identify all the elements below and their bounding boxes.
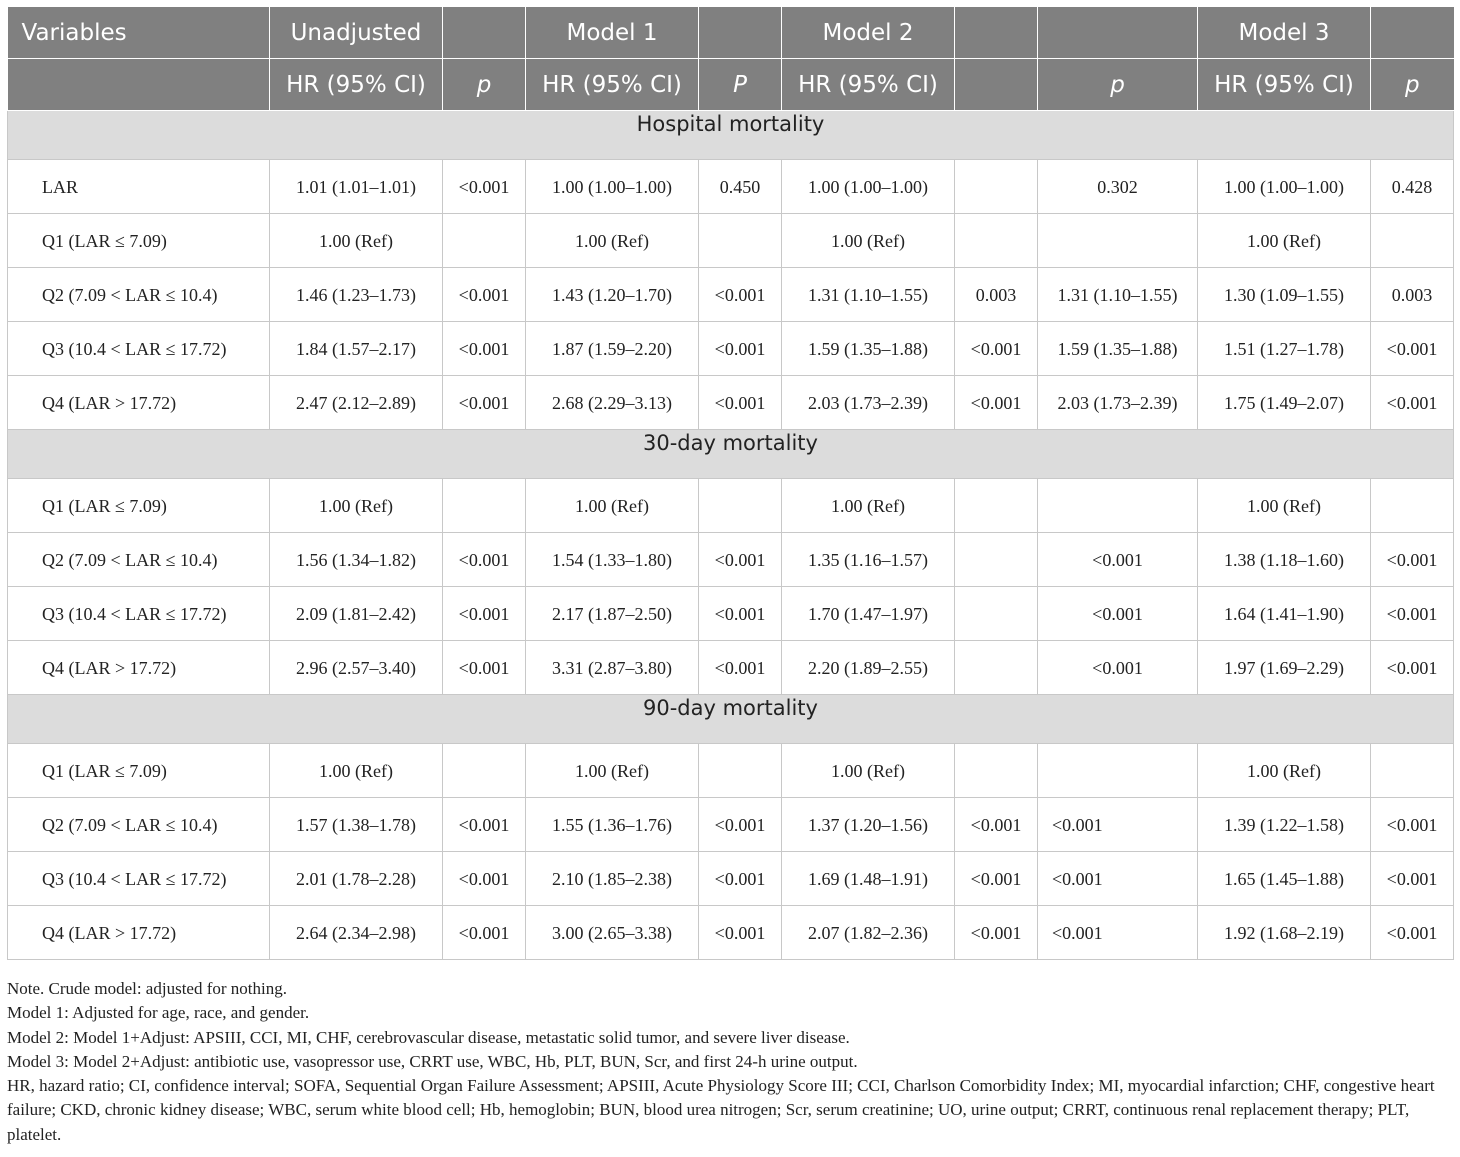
value-cell: 1.70 (1.47–1.97) — [782, 587, 955, 641]
header-cell: Variables — [8, 7, 270, 59]
value-cell: 1.35 (1.16–1.57) — [782, 533, 955, 587]
table-body — [8, 111, 1454, 960]
value-cell: <0.001 — [443, 268, 526, 322]
note-line: Model 1: Adjusted for age, race, and gender. — [7, 1003, 310, 1023]
note-line: Model 2: Model 1+Adjust: APSIII, CCI, MI, CHF, cerebrovascular disease, metastatic solid tumor, and severe liver disease. — [7, 1027, 850, 1047]
value-cell — [1371, 214, 1454, 268]
variable-cell: Q3 (10.4 < LAR ≤ 17.72) — [8, 587, 270, 641]
value-cell: 0.428 — [1371, 160, 1454, 214]
value-cell: 1.01 (1.01–1.01) — [270, 160, 443, 214]
value-cell: 1.00 (Ref) — [782, 479, 955, 533]
value-cell: <0.001 — [1038, 533, 1198, 587]
variable-cell: Q1 (LAR ≤ 7.09) — [8, 744, 270, 798]
value-cell: <0.001 — [955, 376, 1038, 430]
value-cell: <0.001 — [443, 906, 526, 960]
value-cell: 2.47 (2.12–2.89) — [270, 376, 443, 430]
value-cell: 2.20 (1.89–2.55) — [782, 641, 955, 695]
header-cell — [955, 59, 1038, 111]
value-cell — [699, 479, 782, 533]
value-cell: 1.00 (1.00–1.00) — [526, 160, 699, 214]
value-cell: 1.51 (1.27–1.78) — [1198, 322, 1371, 376]
value-cell: 1.55 (1.36–1.76) — [526, 798, 699, 852]
value-cell: <0.001 — [1371, 798, 1454, 852]
value-cell: <0.001 — [443, 533, 526, 587]
header-cell: p — [443, 59, 526, 111]
value-cell: 1.56 (1.34–1.82) — [270, 533, 443, 587]
table-row — [8, 906, 1454, 960]
value-cell — [955, 641, 1038, 695]
value-cell: <0.001 — [443, 322, 526, 376]
note-line: Note. Crude model: adjusted for nothing. — [7, 979, 287, 998]
value-cell: 2.10 (1.85–2.38) — [526, 852, 699, 906]
header-cell: P — [699, 59, 782, 111]
value-cell — [443, 479, 526, 533]
header-cell: Model 2 — [782, 7, 955, 59]
table-row — [8, 268, 1454, 322]
value-cell — [699, 214, 782, 268]
header-cell — [8, 59, 270, 111]
value-cell: 2.17 (1.87–2.50) — [526, 587, 699, 641]
section-title: 30-day mortality — [8, 430, 1454, 479]
header-cell: HR (95% CI) — [1198, 59, 1371, 111]
header-cell: HR (95% CI) — [782, 59, 955, 111]
value-cell: 1.00 (1.00–1.00) — [1198, 160, 1371, 214]
value-cell: 0.003 — [955, 268, 1038, 322]
value-cell: <0.001 — [443, 376, 526, 430]
value-cell — [1371, 744, 1454, 798]
value-cell: 1.46 (1.23–1.73) — [270, 268, 443, 322]
value-cell: 1.00 (Ref) — [1198, 479, 1371, 533]
value-cell: <0.001 — [955, 852, 1038, 906]
value-cell: <0.001 — [955, 798, 1038, 852]
value-cell: 1.59 (1.35–1.88) — [1038, 322, 1198, 376]
variable-cell: Q3 (10.4 < LAR ≤ 17.72) — [8, 852, 270, 906]
header-cell: HR (95% CI) — [270, 59, 443, 111]
header-cell — [955, 7, 1038, 59]
value-cell: 1.38 (1.18–1.60) — [1198, 533, 1371, 587]
value-cell: 1.37 (1.20–1.56) — [782, 798, 955, 852]
value-cell: 1.00 (Ref) — [270, 214, 443, 268]
value-cell — [955, 533, 1038, 587]
table-row — [8, 160, 1454, 214]
table-row — [8, 798, 1454, 852]
value-cell: 0.302 — [1038, 160, 1198, 214]
variable-cell: Q4 (LAR > 17.72) — [8, 906, 270, 960]
value-cell: 1.39 (1.22–1.58) — [1198, 798, 1371, 852]
value-cell: 3.31 (2.87–3.80) — [526, 641, 699, 695]
header-row-2 — [8, 59, 1454, 111]
value-cell — [1371, 479, 1454, 533]
table-row — [8, 533, 1454, 587]
value-cell — [955, 160, 1038, 214]
value-cell: 1.00 (1.00–1.00) — [782, 160, 955, 214]
value-cell: <0.001 — [1371, 376, 1454, 430]
value-cell: 2.07 (1.82–2.36) — [782, 906, 955, 960]
variable-cell: Q4 (LAR > 17.72) — [8, 376, 270, 430]
value-cell: <0.001 — [699, 322, 782, 376]
value-cell: 1.64 (1.41–1.90) — [1198, 587, 1371, 641]
value-cell: <0.001 — [1038, 798, 1198, 852]
value-cell: <0.001 — [1038, 587, 1198, 641]
value-cell: 2.03 (1.73–2.39) — [782, 376, 955, 430]
section-header-row — [8, 430, 1454, 479]
value-cell: 1.57 (1.38–1.78) — [270, 798, 443, 852]
variable-cell: Q4 (LAR > 17.72) — [8, 641, 270, 695]
value-cell: <0.001 — [699, 587, 782, 641]
value-cell: 2.64 (2.34–2.98) — [270, 906, 443, 960]
table-row — [8, 852, 1454, 906]
value-cell — [955, 479, 1038, 533]
variable-cell: Q1 (LAR ≤ 7.09) — [8, 214, 270, 268]
value-cell: 1.84 (1.57–2.17) — [270, 322, 443, 376]
table-row — [8, 641, 1454, 695]
value-cell: 1.00 (Ref) — [526, 744, 699, 798]
value-cell: <0.001 — [443, 587, 526, 641]
header-cell: Unadjusted — [270, 7, 443, 59]
value-cell: <0.001 — [699, 798, 782, 852]
header-cell: HR (95% CI) — [526, 59, 699, 111]
value-cell: 1.31 (1.10–1.55) — [1038, 268, 1198, 322]
value-cell: <0.001 — [443, 798, 526, 852]
value-cell: <0.001 — [1371, 852, 1454, 906]
value-cell: 1.59 (1.35–1.88) — [782, 322, 955, 376]
value-cell: 1.00 (Ref) — [270, 479, 443, 533]
value-cell — [955, 587, 1038, 641]
value-cell — [1038, 744, 1198, 798]
value-cell: <0.001 — [1371, 906, 1454, 960]
value-cell: 1.87 (1.59–2.20) — [526, 322, 699, 376]
note-line: HR, hazard ratio; CI, confidence interval; SOFA, Sequential Organ Failure Assessment; APSIII, Acute Physiology Score III; CCI, Charlson Comorbidity Index; MI, myocardial infarction; CHF, congestive heart failure; CKD, chronic kidney disease; WBC, serum white blood cell; Hb, hemoglobin; BUN, blood urea nitrogen; Scr, serum creatinine; UO, urine output; CRRT, continuous renal replacement therapy; PLT, platelet. — [7, 1076, 1435, 1144]
section-header-row — [8, 111, 1454, 160]
value-cell — [1038, 479, 1198, 533]
value-cell: 1.31 (1.10–1.55) — [782, 268, 955, 322]
value-cell: <0.001 — [699, 533, 782, 587]
value-cell: 1.75 (1.49–2.07) — [1198, 376, 1371, 430]
value-cell: 2.01 (1.78–2.28) — [270, 852, 443, 906]
table-row — [8, 376, 1454, 430]
value-cell: 2.68 (2.29–3.13) — [526, 376, 699, 430]
value-cell — [443, 214, 526, 268]
value-cell: 1.00 (Ref) — [526, 214, 699, 268]
variable-cell: Q3 (10.4 < LAR ≤ 17.72) — [8, 322, 270, 376]
value-cell — [443, 744, 526, 798]
value-cell: <0.001 — [1038, 641, 1198, 695]
value-cell: 1.00 (Ref) — [782, 744, 955, 798]
section-title: Hospital mortality — [8, 111, 1454, 160]
value-cell — [955, 214, 1038, 268]
header-cell — [443, 7, 526, 59]
value-cell: 1.00 (Ref) — [1198, 744, 1371, 798]
value-cell: 1.00 (Ref) — [526, 479, 699, 533]
value-cell: 1.30 (1.09–1.55) — [1198, 268, 1371, 322]
value-cell — [955, 744, 1038, 798]
header-cell — [1038, 7, 1198, 59]
value-cell: 0.003 — [1371, 268, 1454, 322]
table-row — [8, 587, 1454, 641]
value-cell: <0.001 — [1371, 322, 1454, 376]
value-cell: <0.001 — [1038, 906, 1198, 960]
value-cell: <0.001 — [955, 906, 1038, 960]
table-row — [8, 744, 1454, 798]
value-cell: <0.001 — [443, 852, 526, 906]
header-cell: Model 1 — [526, 7, 699, 59]
value-cell: 1.43 (1.20–1.70) — [526, 268, 699, 322]
hazard-ratio-table — [7, 7, 1454, 960]
section-title: 90-day mortality — [8, 695, 1454, 744]
value-cell: <0.001 — [1371, 587, 1454, 641]
value-cell: 1.69 (1.48–1.91) — [782, 852, 955, 906]
value-cell: <0.001 — [955, 322, 1038, 376]
value-cell: 2.96 (2.57–3.40) — [270, 641, 443, 695]
value-cell: <0.001 — [443, 160, 526, 214]
value-cell: 2.09 (1.81–2.42) — [270, 587, 443, 641]
value-cell: 1.54 (1.33–1.80) — [526, 533, 699, 587]
table-row — [8, 214, 1454, 268]
header-cell: p — [1371, 59, 1454, 111]
value-cell — [699, 744, 782, 798]
header-cell — [699, 7, 782, 59]
results-table-container — [7, 7, 1453, 960]
variable-cell: LAR — [8, 160, 270, 214]
value-cell: <0.001 — [699, 641, 782, 695]
header-row-1 — [8, 7, 1454, 59]
variable-cell: Q2 (7.09 < LAR ≤ 10.4) — [8, 268, 270, 322]
variable-cell: Q2 (7.09 < LAR ≤ 10.4) — [8, 798, 270, 852]
value-cell: 1.97 (1.69–2.29) — [1198, 641, 1371, 695]
table-row — [8, 479, 1454, 533]
value-cell: <0.001 — [699, 268, 782, 322]
table-row — [8, 322, 1454, 376]
note-line: Model 3: Model 2+Adjust: antibiotic use, vasopressor use, CRRT use, WBC, Hb, PLT, BUN, Scr, and first 24-h urine output. — [7, 1051, 858, 1071]
value-cell: <0.001 — [1038, 852, 1198, 906]
value-cell: <0.001 — [1371, 533, 1454, 587]
value-cell: 3.00 (2.65–3.38) — [526, 906, 699, 960]
header-cell: p — [1038, 59, 1198, 111]
value-cell: <0.001 — [1371, 641, 1454, 695]
value-cell: <0.001 — [699, 852, 782, 906]
value-cell: 1.65 (1.45–1.88) — [1198, 852, 1371, 906]
value-cell: 1.00 (Ref) — [1198, 214, 1371, 268]
value-cell: 1.00 (Ref) — [270, 744, 443, 798]
value-cell: 1.00 (Ref) — [782, 214, 955, 268]
variable-cell: Q2 (7.09 < LAR ≤ 10.4) — [8, 533, 270, 587]
value-cell: 2.03 (1.73–2.39) — [1038, 376, 1198, 430]
table-notes — [7, 977, 1453, 1147]
value-cell: <0.001 — [699, 376, 782, 430]
value-cell: 0.450 — [699, 160, 782, 214]
header-cell: Model 3 — [1198, 7, 1371, 59]
section-header-row — [8, 695, 1454, 744]
value-cell — [1038, 214, 1198, 268]
value-cell: <0.001 — [443, 641, 526, 695]
header-cell — [1371, 7, 1454, 59]
value-cell: <0.001 — [699, 906, 782, 960]
variable-cell: Q1 (LAR ≤ 7.09) — [8, 479, 270, 533]
value-cell: 1.92 (1.68–2.19) — [1198, 906, 1371, 960]
